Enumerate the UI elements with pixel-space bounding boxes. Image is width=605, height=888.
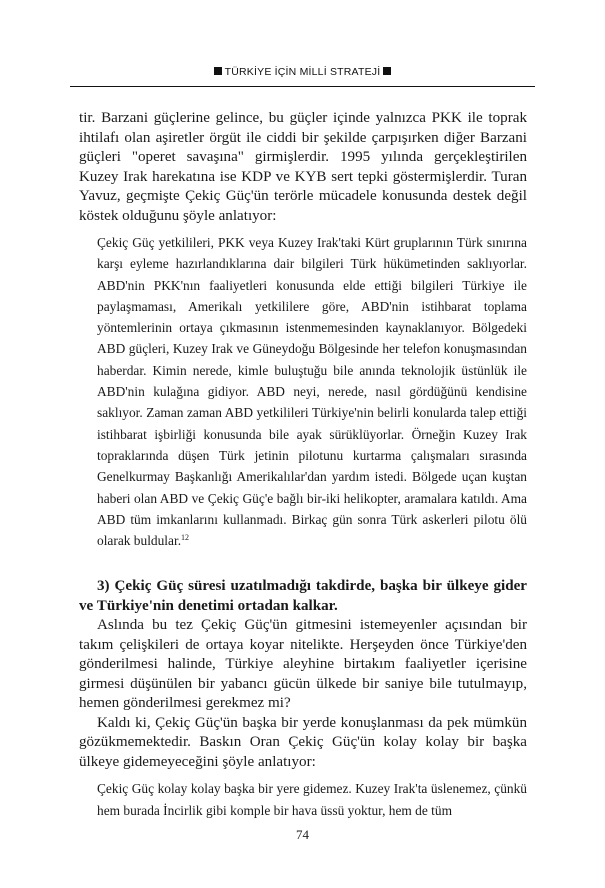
quote-text: Çekiç Güç yetkilileri, PKK veya Kuzey Irak'taki Kürt gruplarının Türk sınırına karşı eyleme hazırlandıklarına dair bilgileri Türk hükümetinden saklıyorlar. ABD'nin PKK'nın faaliyetleri konusunda elde ettiği bilgileri Türkiye ile paylaşmaması, Amerikalı yetkililere göre, ABD'nin istihbarat toplama yöntemlerinin ortaya çıkmasının istenmemesinden kaynaklanıyor. Bölgedeki ABD güçleri, Kuzey Irak ve Güneydoğu Bölgesinde her telefon konuşmasından haberdar. Kimin nerede, kimle buluştuğu bile anında teknolojik üstünlük ile ABD'nin kulağına gidiyor. ABD neyi, nerede, nasıl gördüğünü kendisine saklıyor. Zaman zaman ABD yetkilileri Türkiye'nin belirli konularda talep ettiği istihbarat işbirliği konusunda bile ayak sürüklüyorlar. Örneğin Kuzey Irak topraklarında düşen Türk jetinin pilotunu kurtarma çalışmaları sırasında Genelkurmay Başkanlığı Amerikalılar'dan yardım istedi. Bölgede uçan kuştan haberi olan ABD ve Çekiç Güç'e bağlı bir-iki helikopter, aramalara katıldı. Ama ABD tüm imkanlarını kullanmadı. Birkaç gün sonra Türk askerleri pilotu ölü olarak buldular. [97,235,527,549]
running-header [70,66,535,78]
paragraph: Aslında bu tez Çekiç Güç'ün gitmesini istemeyenler açısından bir takım çelişkileri de ortaya koyar nitelikte. Herşeyden önce Türkiye'den gönderilmesi halinde, Türkiye aleyhine birtakım faaliyetler içerisine girmesi düşünülen bir yabancı gücün ülkede bir saniye bile tutulmayıp, hemen gönderilmesi gerekmez mi? [79,617,527,712]
block-quote: Çekiç Güç kolay kolay başka bir yere gidemez. Kuzey Irak'ta üslenemez, çünkü hem burada İncirlik gibi komple bir hava üssü yoktur, hem de tüm [97,781,527,818]
paragraph: tir. Barzani güçlerine gelince, bu güçler içinde yalnızca PKK ile toprak ihtilafı olan aşiretler örgüt ile ciddi bir şekilde çarpışırken diğer Barzani güçleri "operet savaşına" girmişlerdir. 1995 yılında gerçekleştirilen Kuzey Irak harekatına ise KDP ve KYB sert tepki göstermişlerdir. Turan Yavuz, geçmişte Çekiç Güç'ün terörle mücadele konusunda destek değil köstek olduğunu şöyle anlatıyor: [79,110,527,224]
header-rule [70,86,535,87]
block-quote [97,232,527,551]
footnote-reference: 12 [181,533,190,543]
page-number: 74 [296,827,309,842]
square-bullet-icon [214,67,222,75]
page-body [79,109,527,821]
square-bullet-icon [383,67,391,75]
section-heading: 3) Çekiç Güç süresi uzatılmadığı takdirde, başka bir ülkeye gider ve Türkiye'nin denetimi ortadan kalkar. [79,578,527,614]
paragraph: Kaldı ki, Çekiç Güç'ün başka bir yerde konuşlanması da pek mümkün gözükmemektedir. Baskın Oran Çekiç Güç'ün kolay kolay bir başka ülkeye gidemeyeceğini şöyle anlatıyor: [79,714,527,770]
running-title: TÜRKİYE İÇİN MİLLİ STRATEJİ [224,66,381,78]
